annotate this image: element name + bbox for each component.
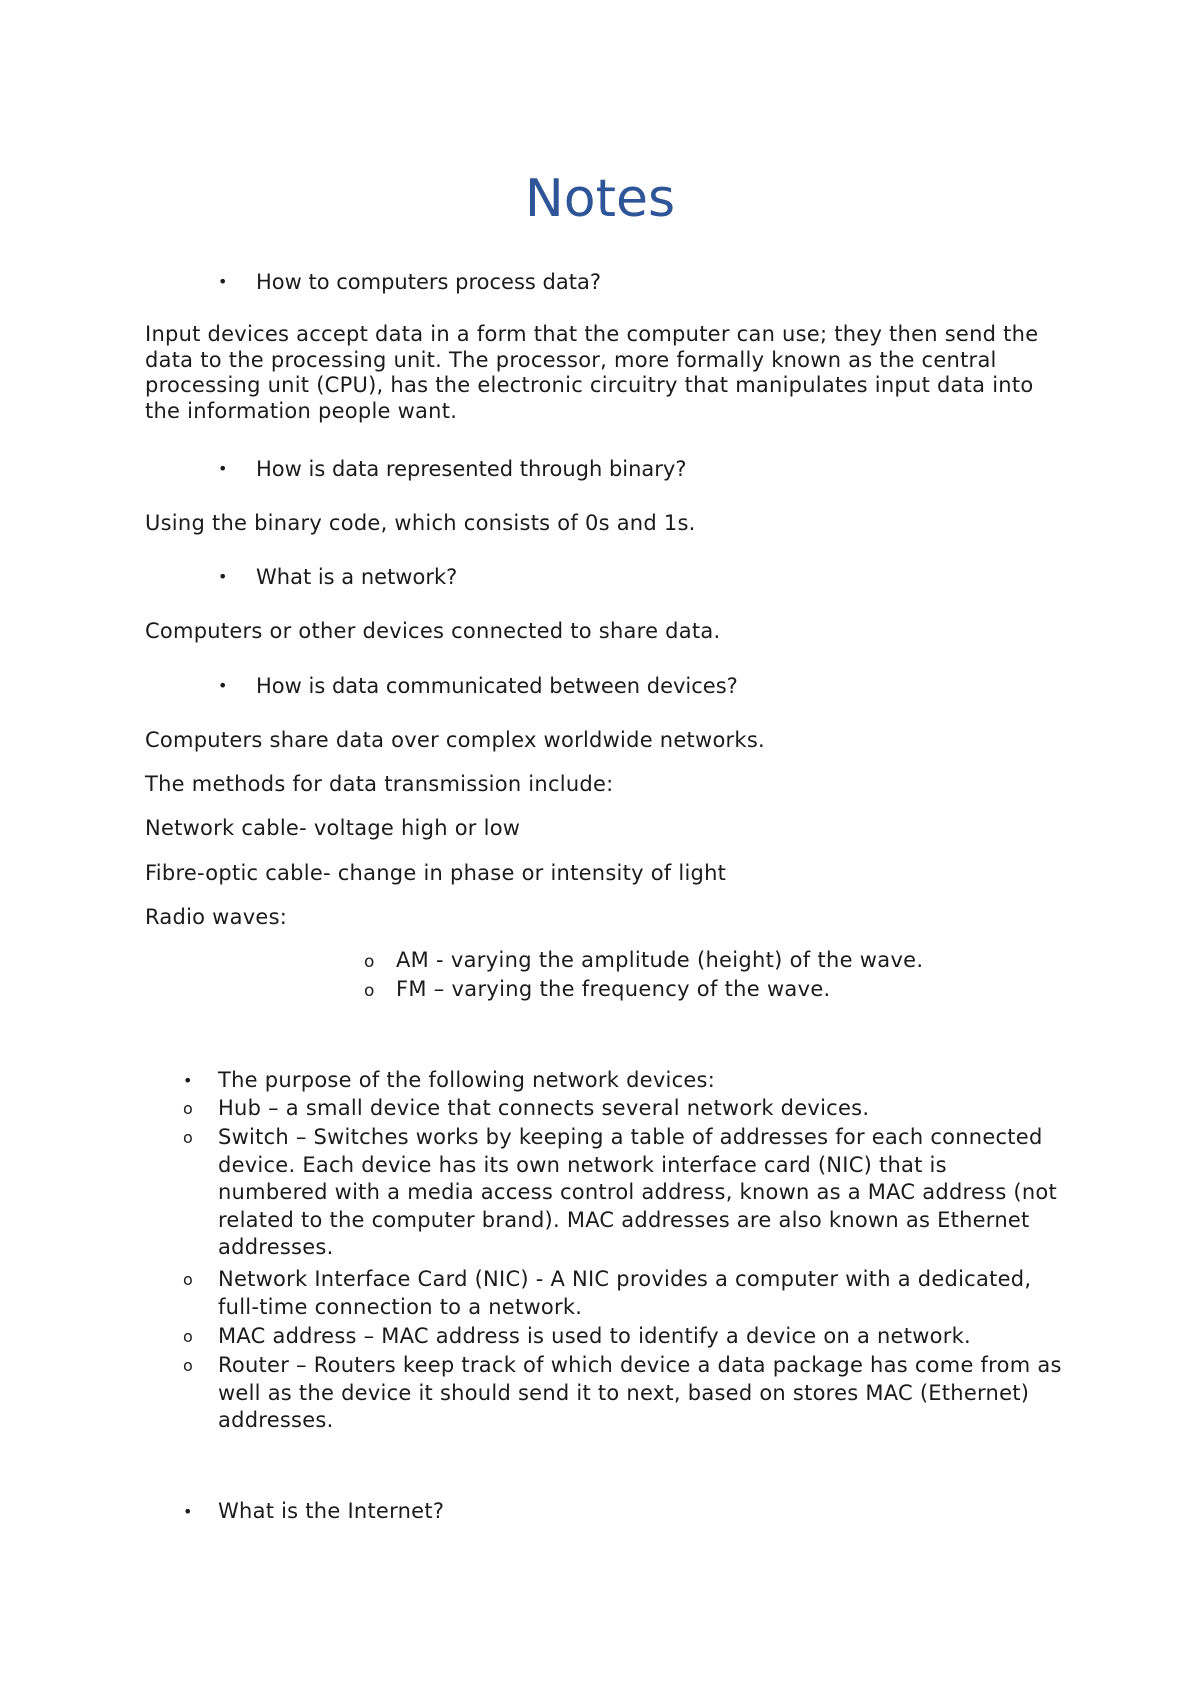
bullet-icon: • [218,567,228,586]
question-process-data [218,269,601,295]
bullet-icon: • [218,676,228,695]
radio-am-item [364,947,923,975]
devices-heading [183,1067,1063,1095]
device-router-text: Router – Routers keep track of which device a data package has come from as well as the device it should send it to next, based on stores MAC (Ethernet) addresses. [218,1353,1062,1432]
question-text: How to computers process data? [256,270,601,294]
question-text: How is data represented through binary? [256,457,687,481]
radio-fm-text: FM – varying the frequency of the wave. [396,977,831,1001]
answer-process-data: Input devices accept data in a form that the computer can use; they then send the data to the processing unit. The processor, more formally known as the central processing unit (CPU), has the electronic circuitry that manipulates input data into the information people want. [145,322,1039,423]
device-mac-text: MAC address – MAC address is used to identify a device on a network. [218,1324,971,1348]
bullet-icon: • [183,1502,193,1521]
question-binary [218,456,687,482]
sub-bullet-icon: o [183,1270,194,1289]
question-communication [218,673,738,699]
sub-bullet-icon: o [364,952,375,972]
sub-bullet-icon: o [183,1099,194,1118]
sub-bullet-icon: o [183,1356,194,1375]
radio-fm-item [364,976,831,1004]
device-switch [183,1124,1063,1262]
device-mac [183,1323,1063,1351]
device-nic-text: Network Interface Card (NIC) - A NIC provides a computer with a dedicated, full-time connection to a network. [218,1267,1032,1319]
sub-bullet-icon: o [364,981,375,1001]
bullet-icon: • [183,1071,193,1090]
question-internet-text: What is the Internet? [218,1499,445,1523]
answer-communication-line1: Computers share data over complex worldwide networks. [145,728,765,752]
answer-communication-line3: Network cable- voltage high or low [145,816,521,840]
device-hub-text: Hub – a small device that connects several network devices. [218,1096,870,1120]
bullet-icon: • [218,459,228,478]
question-text: What is a network? [256,565,458,589]
question-internet [183,1498,1063,1526]
device-router [183,1352,1063,1435]
answer-communication-line4: Fibre-optic cable- change in phase or intensity of light [145,861,727,885]
question-text: How is data communicated between devices? [256,674,738,698]
radio-am-text: AM - varying the amplitude (height) of the wave. [396,948,924,972]
sub-bullet-icon: o [183,1327,194,1346]
bullet-icon: • [218,272,228,291]
device-nic [183,1266,1063,1321]
answer-communication-line5: Radio waves: [145,905,288,929]
devices-heading-text: The purpose of the following network devices: [218,1068,716,1092]
answer-communication-line2: The methods for data transmission include: [145,772,614,796]
page-title: Notes [524,169,676,229]
answer-binary: Using the binary code, which consists of 0s and 1s. [145,511,696,535]
answer-network: Computers or other devices connected to share data. [145,619,721,643]
device-hub [183,1095,1063,1123]
device-switch-text: Switch – Switches works by keeping a table of addresses for each connected device. Each device has its own network interface card (NIC) that is numbered with a media access control address, known as a MAC address (not related to the computer brand). MAC addresses are also known as Ethernet addresses. [218,1125,1058,1259]
sub-bullet-icon: o [183,1128,194,1147]
question-network [218,564,457,590]
